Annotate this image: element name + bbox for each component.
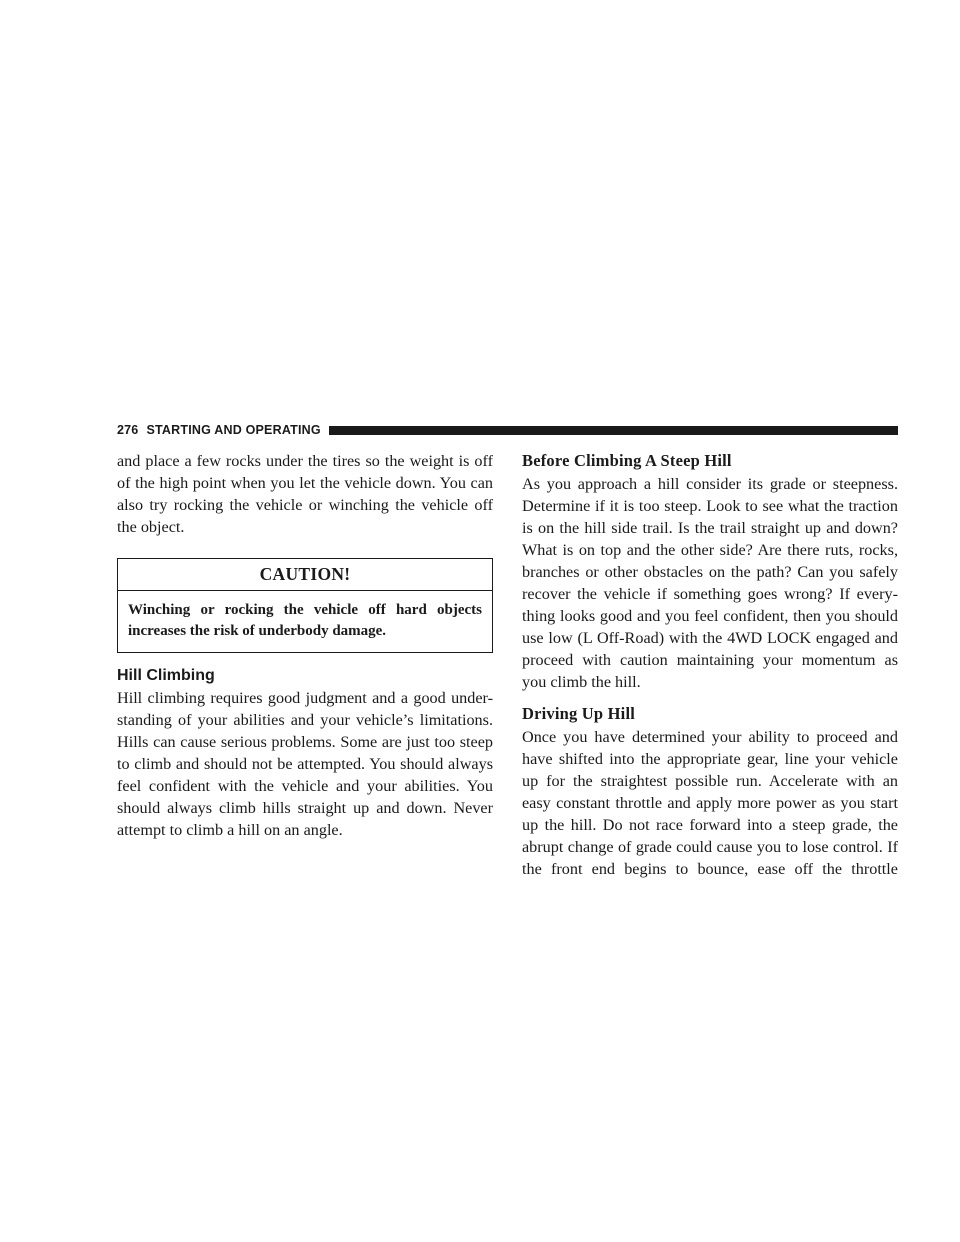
text-line: the front end begins to bounce, ease off the throttle	[522, 860, 898, 878]
text-line: thing looks good and you feel confident, then you should	[522, 607, 898, 625]
text-line: up the hill. Do not race forward into a steep grade, the	[522, 816, 898, 834]
text-line: use low (L Off-Road) with the 4WD LOCK engaged and	[522, 629, 898, 647]
text-line: of the high point when you let the vehicle down. You can	[117, 474, 493, 492]
text-line: up for the straightest possible run. Accelerate with an	[522, 772, 898, 790]
right-column	[522, 450, 898, 880]
text-line: easy constant throttle and apply more power as you start	[522, 794, 898, 812]
text-line: to climb and should not be attempted. You should always	[117, 755, 493, 773]
header-rule	[329, 426, 898, 435]
page-number: 276	[117, 423, 139, 437]
text-line: and place a few rocks under the tires so the weight is off	[117, 452, 493, 470]
page-header	[117, 420, 898, 440]
steep-hill-paragraph	[522, 473, 898, 693]
text-line: standing of your abilities and your vehicle’s limitations.	[117, 711, 493, 729]
text-line: Hills can cause serious problems. Some are just too steep	[117, 733, 493, 751]
driving-up-hill-heading: Driving Up Hill	[522, 704, 636, 723]
text-line: proceed with caution maintaining your momentum as	[522, 651, 898, 669]
text-line: recover the vehicle if something goes wrong? If every-	[522, 585, 898, 603]
hill-climbing-paragraph	[117, 687, 493, 841]
text-line: the object.	[117, 518, 185, 536]
caution-line: Winching or rocking the vehicle off hard objects	[128, 602, 482, 618]
text-line: Once you have determined your ability to proceed and	[522, 728, 898, 746]
text-line: abrupt change of grade could cause you to lose control. If	[522, 838, 898, 856]
left-column	[117, 450, 493, 841]
steep-hill-heading: Before Climbing A Steep Hill	[522, 451, 732, 470]
text-line: feel confident with the vehicle and your abilities. You	[117, 777, 493, 795]
intro-paragraph	[117, 450, 493, 538]
text-line: you climb the hill.	[522, 673, 641, 691]
text-line: Determine if it is too steep. Look to see what the traction	[522, 497, 898, 515]
text-line: What is on top and the other side? Are there ruts, rocks,	[522, 541, 898, 559]
hill-climbing-heading: Hill Climbing	[117, 667, 215, 684]
text-line: attempt to climb a hill on an angle.	[117, 821, 343, 839]
caution-text	[118, 591, 492, 652]
text-line: should always climb hills straight up and down. Never	[117, 799, 493, 817]
text-line: As you approach a hill consider its grade or steepness.	[522, 475, 898, 493]
text-line: Hill climbing requires good judgment and a good under-	[117, 689, 493, 707]
caution-line: increases the risk of underbody damage.	[128, 623, 387, 639]
text-line: is on the hill side trail. Is the trail straight up and down?	[522, 519, 898, 537]
text-line: also try rocking the vehicle or winching the vehicle off	[117, 496, 493, 514]
text-line: have shifted into the appropriate gear, line your vehicle	[522, 750, 898, 768]
caution-box	[117, 558, 493, 653]
text-line: branches or other obstacles on the path? Can you safely	[522, 563, 898, 581]
caution-title: CAUTION!	[118, 559, 492, 591]
section-title: STARTING AND OPERATING	[146, 423, 321, 437]
driving-up-hill-paragraph	[522, 726, 898, 880]
